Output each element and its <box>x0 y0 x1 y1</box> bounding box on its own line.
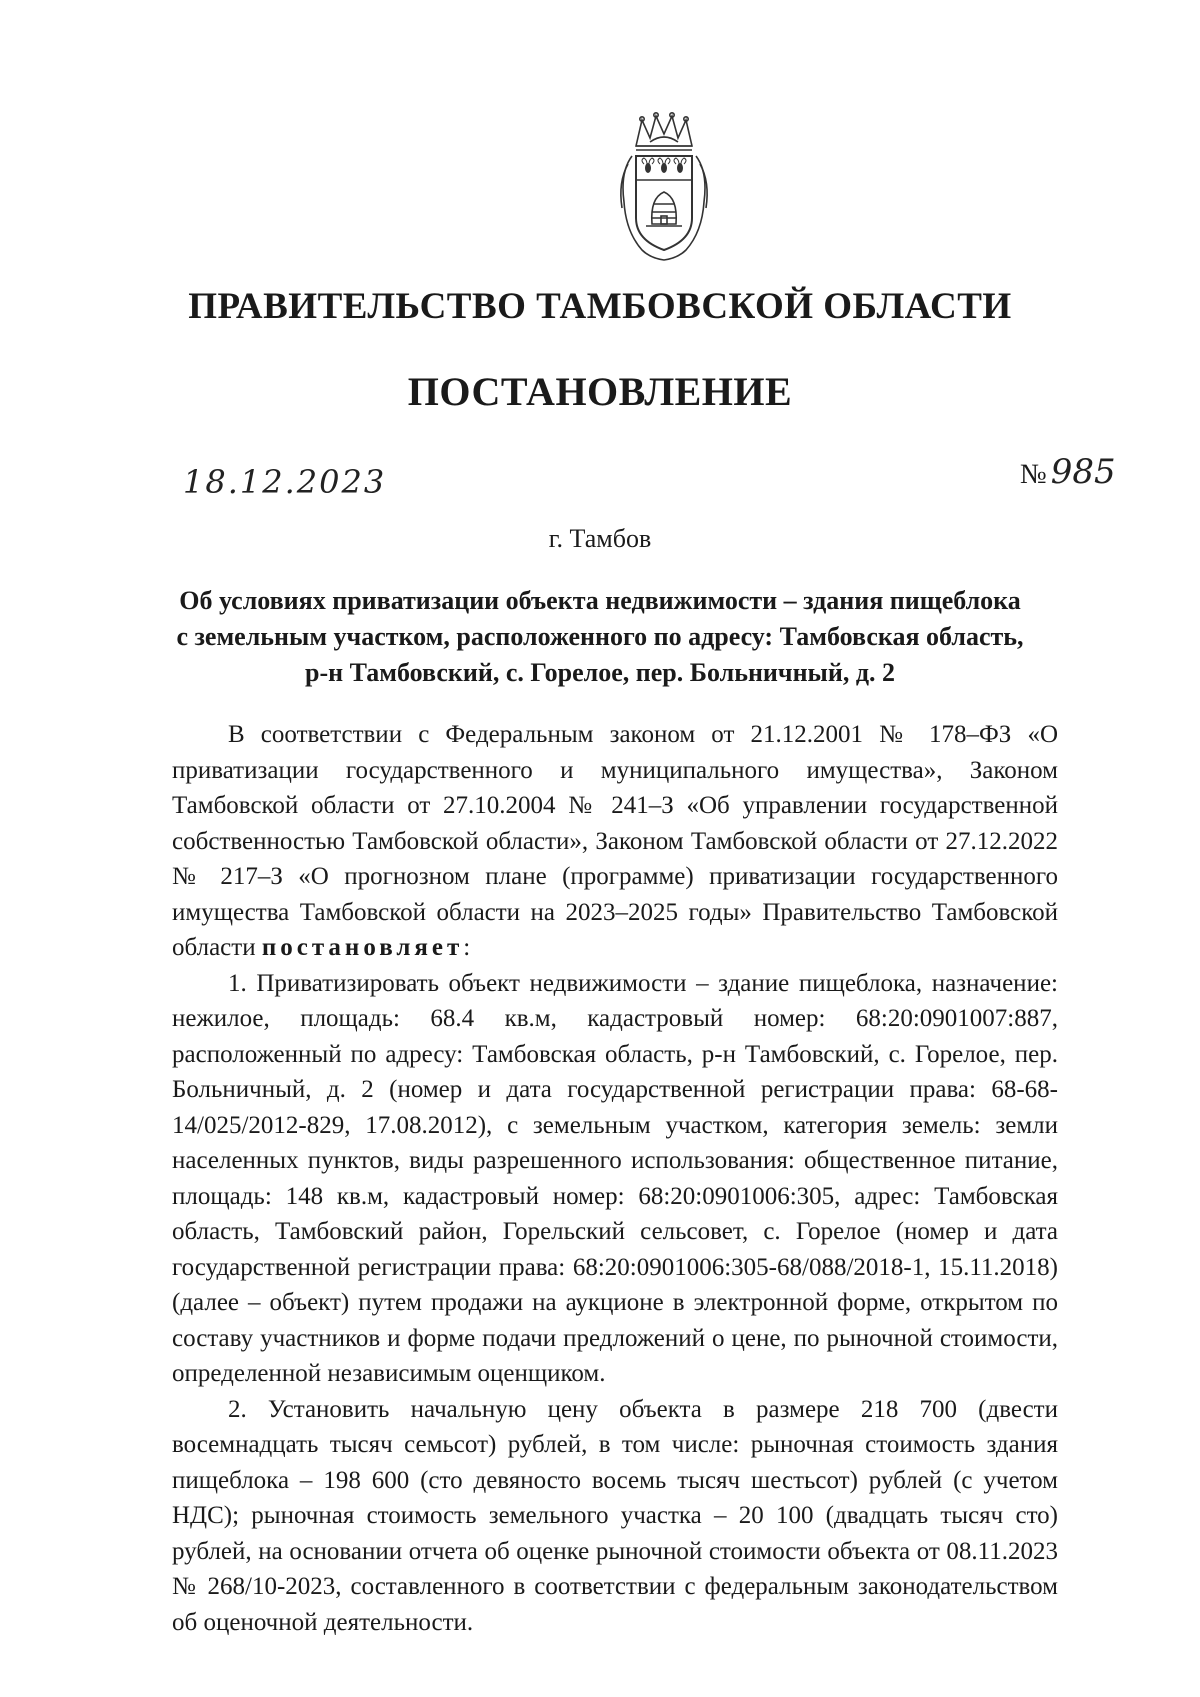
clause-2: 2. Установить начальную цену объекта в размере 218 700 (двести восемнадцать тысяч семьсот) рублей, в том числе: рыночная стоимость здания пищеблока – 198 600 (сто девяносто восемь тысяч шестьсот) рублей (с учетом НДС); рыночная стоимость земельного участка – 20 100 (двадцать тысяч сто) рублей, на основании отчета об оценке рыночной стоимости объекта от 08.11.2023 № 268/10-2023, составленного в соответствии с федеральным законодательством об оценочной деятельности. <box>172 1395 1058 1636</box>
document-type-title: ПОСТАНОВЛЕНИЕ <box>407 369 793 414</box>
preamble-paragraph <box>172 717 1058 966</box>
coat-of-arms-icon <box>616 112 712 262</box>
decree-word: постановляет <box>261 934 464 961</box>
number-label: № <box>1020 459 1047 490</box>
document-date: 18.12.2023 <box>183 463 387 501</box>
decree-suffix: : <box>463 934 471 961</box>
document-number <box>1020 452 1116 492</box>
subject-line: с земельным участком, расположенного по адресу: Тамбовская область, <box>176 622 1024 651</box>
subject-line: р-н Тамбовский, с. Горелое, пер. Больничный, д. 2 <box>305 658 895 687</box>
government-title: ПРАВИТЕЛЬСТВО ТАМБОВСКОЙ ОБЛАСТИ <box>188 286 1012 327</box>
document-subject <box>140 583 1060 691</box>
preamble-text: В соответствии с Федеральным законом от 21.12.2001 № 178–ФЗ «О приватизации государственного и муниципального имущества», Законом Тамбовской области от 27.10.2004 № 241–З «Об управлении государственной собственностью Тамбовской области», Законом Тамбовской области от 27.12.2022 № 217–З «О прогнозном плане (программе) приватизации государственного имущества Тамбовской области на 2023–2025 годы» Правительство Тамбовской области <box>172 721 1058 961</box>
number-value: 985 <box>1050 452 1116 492</box>
clause-1: 1. Приватизировать объект недвижимости – здание пищеблока, назначение: нежилое, площадь: 68.4 кв.м, кадастровый номер: 68:20:0901007:887, расположенный по адресу: Тамбовская область, р-н Тамбовский, с. Горелое, пер. Больничный, д. 2 (номер и дата государственной регистрации права: 68-68-14/025/2012-829, 17.08.2012), с земельным участком, категория земель: земли населенных пунктов, виды разрешенного использования: общественное питание, площадь: 148 кв.м, кадастровый номер: 68:20:0901006:305, адрес: Тамбовская область, Тамбовский район, Горельский сельсовет, с. Горелое (номер и дата государственной регистрации права: 68:20:0901006:305-68/088/2018-1, 15.11.2018) (далее – объект) путем продажи на аукционе в электронной форме, открытом по составу участников и форме подачи предложений о цене, по рыночной стоимости, определенной независимым оценщиком. <box>172 969 1058 1387</box>
city-line: г. Тамбов <box>548 524 652 553</box>
document-body <box>172 717 1058 1640</box>
subject-line: Об условиях приватизации объекта недвижимости – здания пищеблока <box>179 586 1021 615</box>
